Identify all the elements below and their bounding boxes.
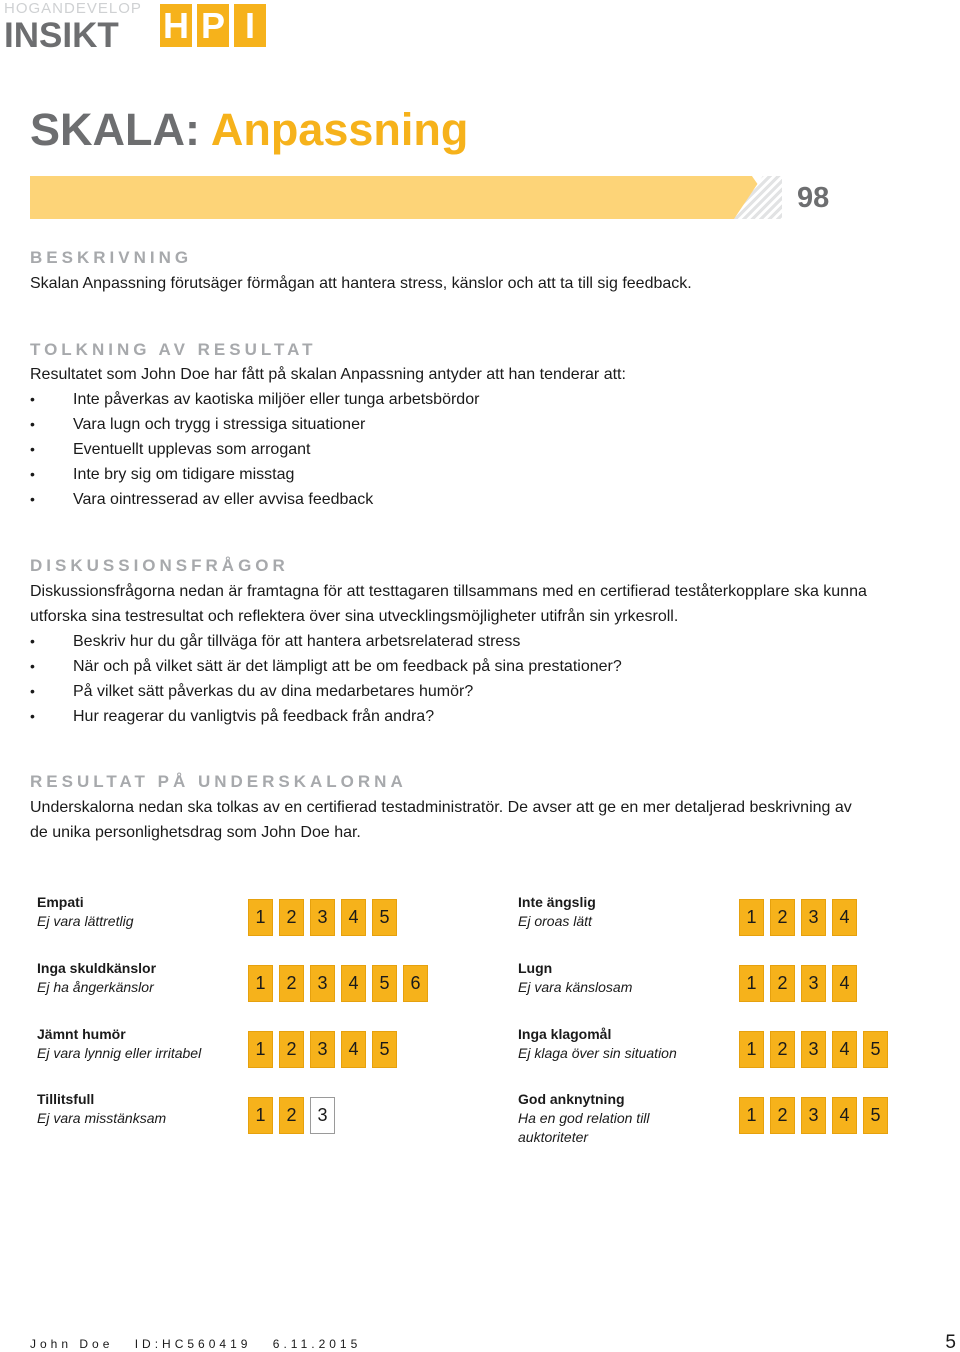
list-item: • Inte påverkas av kaotiska miljöer eller tunga arbetsbördor xyxy=(30,387,479,412)
resultat-text-line2: de unika personlighetsdrag som John Doe har. xyxy=(30,824,361,841)
subscale-description: Ej oroas lätt xyxy=(518,913,592,929)
subscale-name: Jämnt humör xyxy=(37,1026,126,1042)
list-item: • När och på vilket sätt är det lämpligt att be om feedback på sina prestationer? xyxy=(30,654,622,679)
scale-cell: 2 xyxy=(770,965,795,1002)
tolkning-list xyxy=(30,387,479,512)
section-heading-beskrivning: BESKRIVNING xyxy=(30,248,193,267)
footer-name: John Doe xyxy=(30,1337,114,1351)
page-number: 5 xyxy=(945,1332,956,1352)
subscale-name: Tillitsfull xyxy=(37,1091,95,1107)
scale-cell: 1 xyxy=(248,899,273,936)
logo-title: INSIKT xyxy=(4,16,119,55)
scale-cell: 5 xyxy=(863,1097,888,1134)
hpi-logo xyxy=(160,4,266,47)
list-item: • Beskriv hur du går tillväga för att hantera arbetsrelaterad stress xyxy=(30,629,622,654)
section-heading-tolkning: TOLKNING AV RESULTAT xyxy=(30,340,317,359)
scale-cell: 3 xyxy=(801,1097,826,1134)
subscale-label xyxy=(37,1025,237,1063)
page-title xyxy=(30,104,468,156)
subscale-scale xyxy=(248,1031,397,1068)
scale-cell: 2 xyxy=(279,1097,304,1134)
scale-cell: 4 xyxy=(832,965,857,1002)
scale-cell: 1 xyxy=(248,1097,273,1134)
list-item: • Vara lugn och trygg i stressiga situationer xyxy=(30,412,479,437)
subscale-name: Inte ängslig xyxy=(518,894,596,910)
list-item: • Inte bry sig om tidigare misstag xyxy=(30,462,479,487)
subscale-description: Ej vara misstänksam xyxy=(37,1110,167,1126)
subscale-description: Ej klaga över sin situation xyxy=(518,1045,677,1061)
subscale-scale xyxy=(248,965,428,1002)
subscale-scale xyxy=(739,1097,888,1134)
page-title-scale: Anpassning xyxy=(210,104,469,155)
scale-cell: 4 xyxy=(832,899,857,936)
subscale-name: Empati xyxy=(37,894,84,910)
scale-cell: 2 xyxy=(279,965,304,1002)
hpi-logo-letter-i: I xyxy=(234,4,266,47)
scale-cell: 5 xyxy=(372,899,397,936)
scale-cell: 3 xyxy=(801,1031,826,1068)
diskussion-intro-line2: utforska sina testresultat och reflektera över sina utvecklingsmöjligheter utifrån sin yrkesroll. xyxy=(30,608,679,625)
diskussion-intro-line1: Diskussionsfrågorna nedan är framtagna för att testtagaren tillsammans med en certifierad teståterkopplare ska kunna xyxy=(30,583,867,600)
scale-cell: 4 xyxy=(341,965,366,1002)
scale-cell: 6 xyxy=(403,965,428,1002)
scale-cell: 3 xyxy=(801,899,826,936)
subscale-description: Ej vara lättretlig xyxy=(37,913,134,929)
hpi-logo-letter-p: P xyxy=(197,4,229,47)
scale-cell: 4 xyxy=(341,899,366,936)
subscale-label xyxy=(518,1090,678,1147)
page-title-prefix: SKALA: xyxy=(30,104,200,155)
subscale-scale xyxy=(248,1097,335,1134)
subscale-label xyxy=(37,893,237,931)
footer-id: ID:HC560419 xyxy=(134,1337,252,1351)
subscale-description: Ej ha ångerkänslor xyxy=(37,979,154,995)
subscale-scale xyxy=(739,899,857,936)
hpi-logo-letter-h: H xyxy=(160,4,192,47)
scale-cell: 5 xyxy=(372,1031,397,1068)
subscale-name: God anknytning xyxy=(518,1091,625,1107)
scale-cell: 4 xyxy=(832,1097,857,1134)
section-heading-resultat: RESULTAT PÅ UNDERSKALORNA xyxy=(30,772,407,791)
scale-cell: 1 xyxy=(739,1031,764,1068)
scale-cell: 2 xyxy=(770,899,795,936)
subscale-description: Ej vara lynnig eller irritabel xyxy=(37,1045,202,1061)
subscale-scale xyxy=(739,1031,888,1068)
scale-cell: 3 xyxy=(310,1031,335,1068)
beskrivning-text: Skalan Anpassning förutsäger förmågan att hantera stress, känslor och att ta till sig feedback. xyxy=(30,275,692,292)
subscale-label xyxy=(37,1090,237,1128)
scale-cell: 2 xyxy=(279,899,304,936)
scale-cell: 3 xyxy=(310,899,335,936)
subscale-description: Ej vara känslosam xyxy=(518,979,633,995)
scale-cell: 3 xyxy=(310,965,335,1002)
scale-cell: 4 xyxy=(832,1031,857,1068)
scale-cell: 1 xyxy=(248,965,273,1002)
subscale-label xyxy=(518,959,718,997)
scale-cell: 1 xyxy=(739,965,764,1002)
section-heading-diskussion: DISKUSSIONSFRÅGOR xyxy=(30,556,289,575)
footer-date: 6.11.2015 xyxy=(272,1337,362,1351)
scale-cell: 3 xyxy=(801,965,826,1002)
logo-subtitle: HOGANDEVELOP xyxy=(4,0,142,17)
list-item: • Eventuellt upplevas som arrogant xyxy=(30,437,479,462)
subscale-name: Inga skuldkänslor xyxy=(37,960,157,976)
scale-cell: 3 xyxy=(310,1097,335,1134)
list-item: • Vara ointresserad av eller avvisa feedback xyxy=(30,487,479,512)
subscale-label xyxy=(518,893,718,931)
score-value: 98 xyxy=(797,182,830,214)
footer xyxy=(30,1337,375,1351)
subscale-scale xyxy=(248,899,397,936)
score-bar xyxy=(30,176,782,219)
list-item: • På vilket sätt påverkas du av dina medarbetares humör? xyxy=(30,679,622,704)
diskussion-list xyxy=(30,629,622,729)
resultat-text-line1: Underskalorna nedan ska tolkas av en certifierad testadministratör. De avser att ge en mer detaljerad beskrivning av xyxy=(30,799,852,816)
scale-cell: 5 xyxy=(863,1031,888,1068)
subscale-name: Inga klagomål xyxy=(518,1026,612,1042)
subscale-name: Lugn xyxy=(518,960,553,976)
subscale-scale xyxy=(739,965,857,1002)
scale-cell: 1 xyxy=(248,1031,273,1068)
scale-cell: 5 xyxy=(372,965,397,1002)
subscale-description: Ha en god relation till auktoriteter xyxy=(518,1110,650,1145)
subscale-label xyxy=(518,1025,718,1063)
scale-cell: 2 xyxy=(770,1031,795,1068)
scale-cell: 4 xyxy=(341,1031,366,1068)
scale-cell: 2 xyxy=(770,1097,795,1134)
tolkning-intro: Resultatet som John Doe har fått på skalan Anpassning antyder att han tenderar att: xyxy=(30,366,626,383)
scale-cell: 1 xyxy=(739,899,764,936)
list-item: • Hur reagerar du vanligtvis på feedback från andra? xyxy=(30,704,622,729)
score-bar-fill xyxy=(30,176,782,219)
scale-cell: 2 xyxy=(279,1031,304,1068)
scale-cell: 1 xyxy=(739,1097,764,1134)
subscale-label xyxy=(37,959,237,997)
